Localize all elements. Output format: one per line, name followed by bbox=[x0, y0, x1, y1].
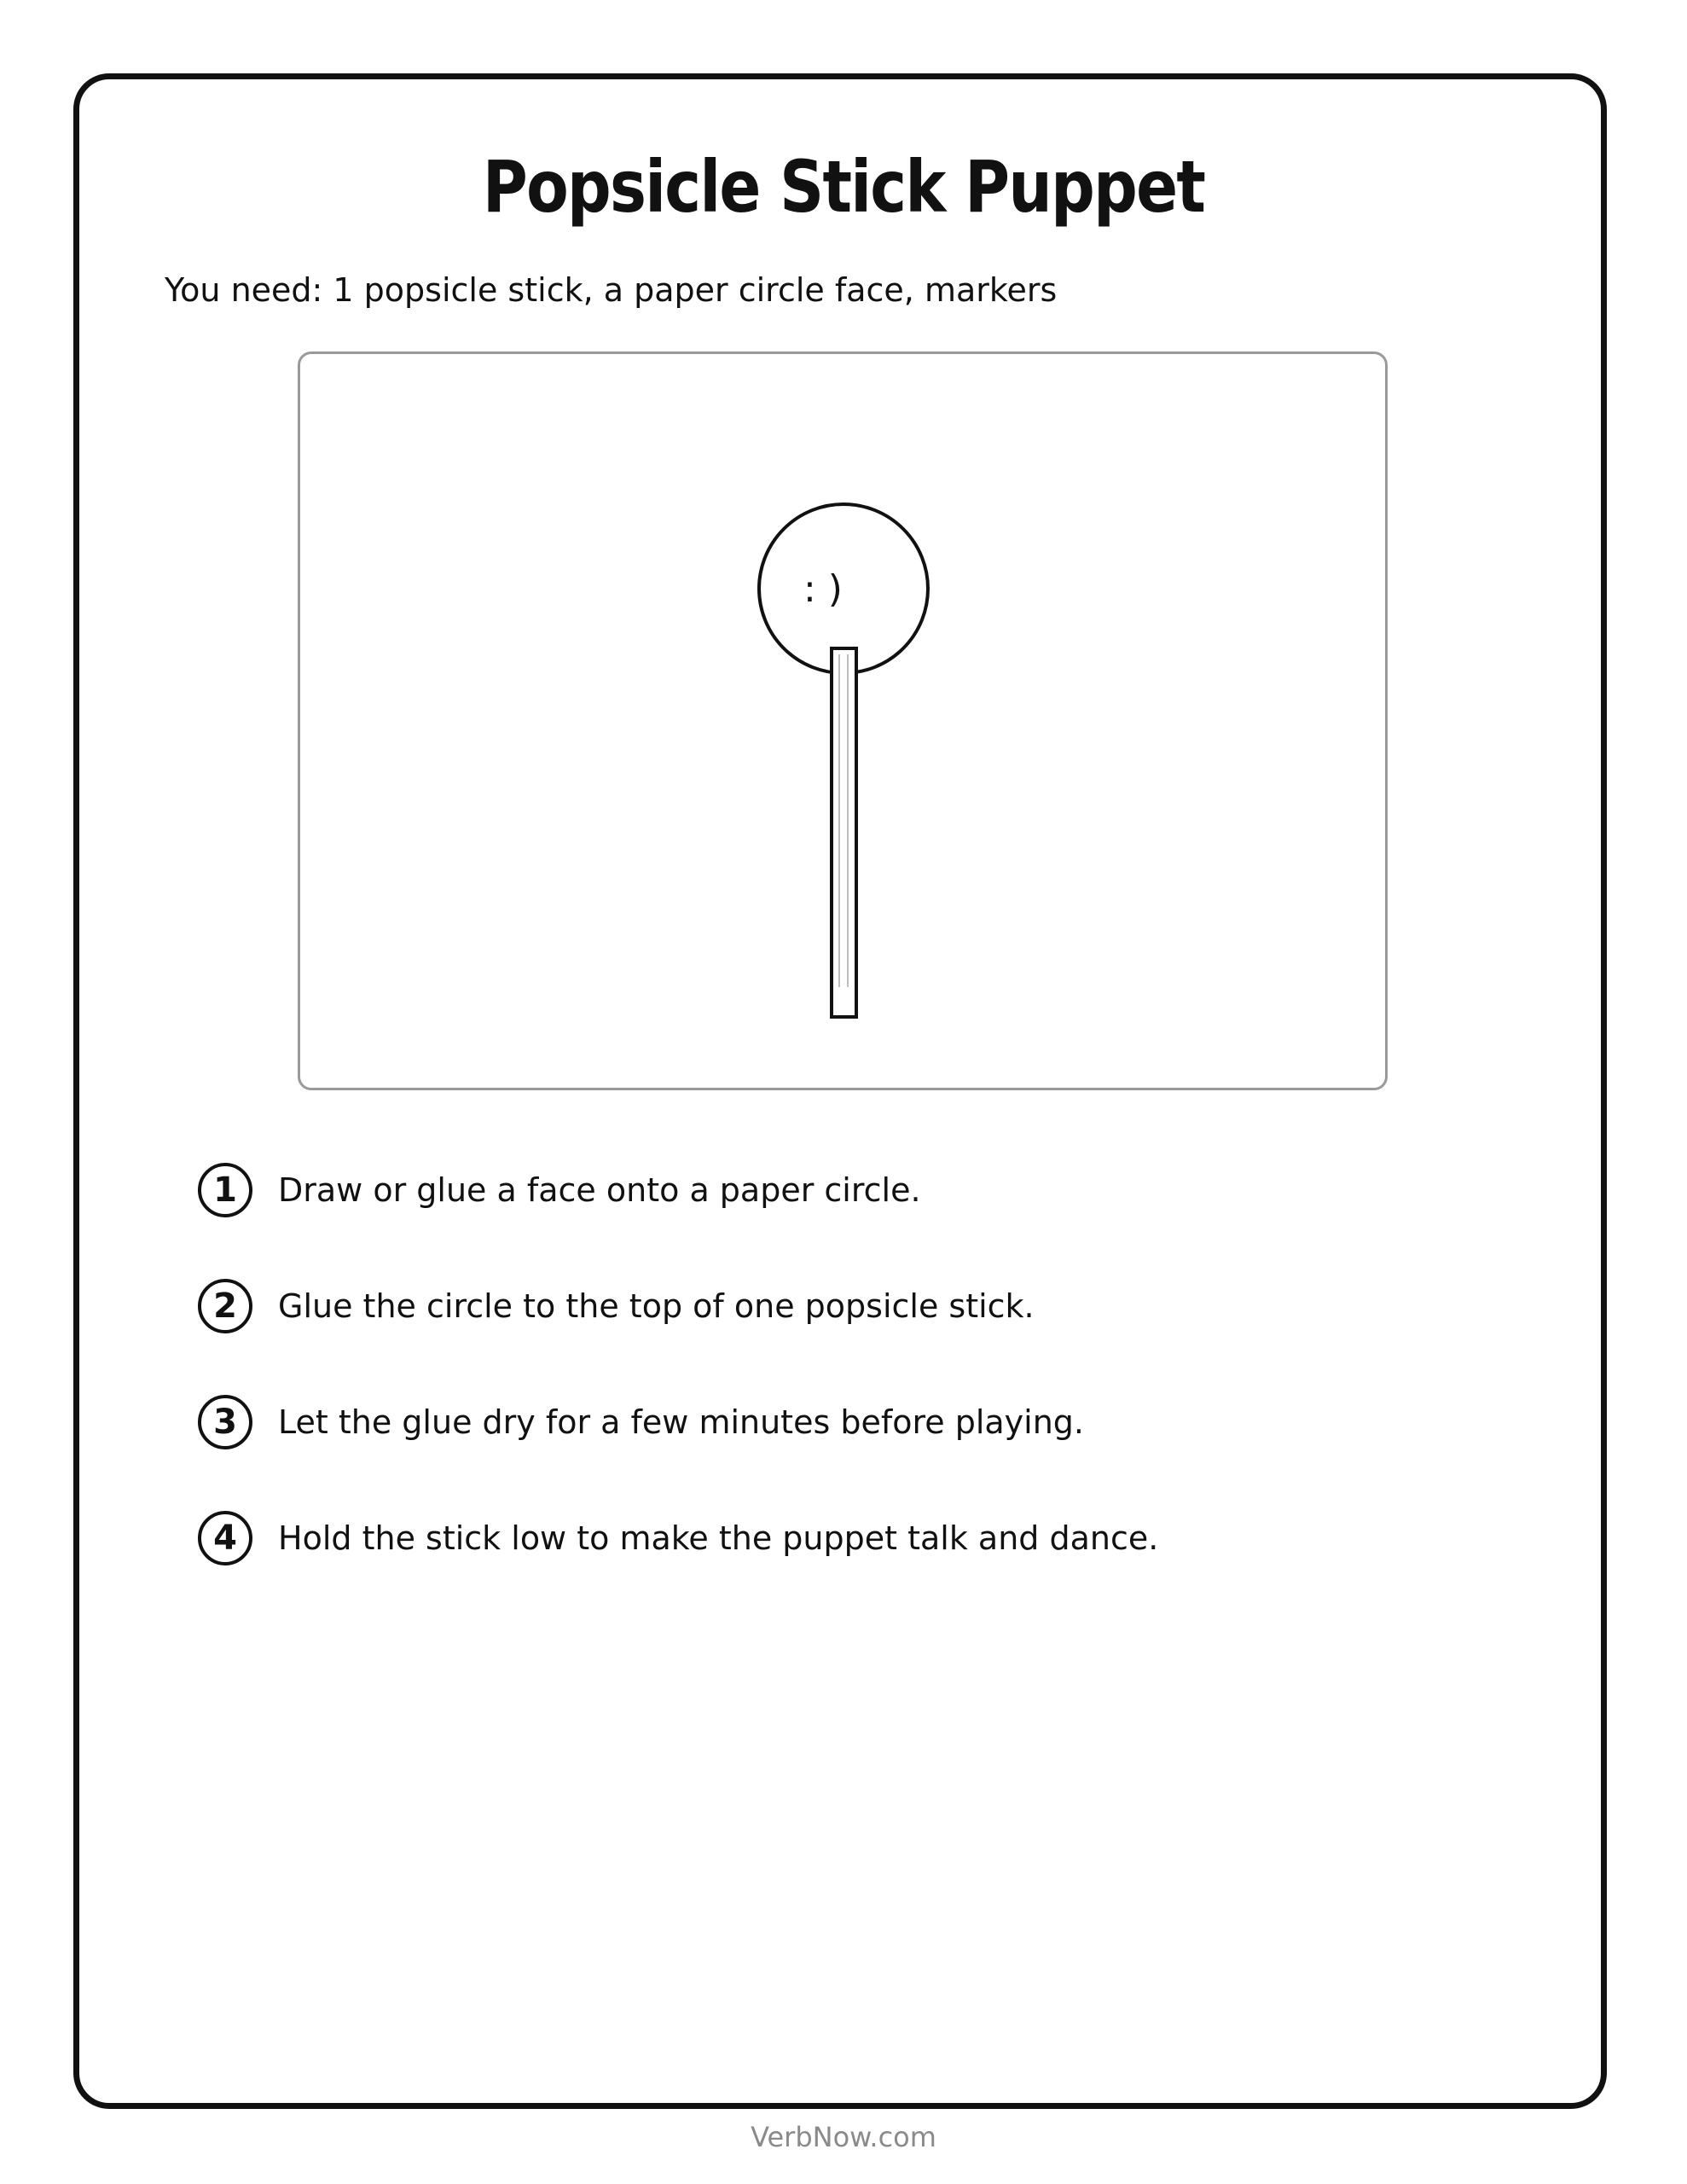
step-item bbox=[198, 1275, 1158, 1338]
step-text: Hold the stick low to make the puppet talk and dance. bbox=[278, 1519, 1159, 1557]
step-text: Draw or glue a face onto a paper circle. bbox=[278, 1171, 921, 1209]
footer-site-name: VerbNow.com bbox=[751, 2121, 936, 2153]
step-number-badge: 3 bbox=[198, 1395, 252, 1449]
step-text: Let the glue dry for a few minutes before playing. bbox=[278, 1403, 1085, 1441]
step-item bbox=[198, 1391, 1158, 1454]
step-number-badge: 4 bbox=[198, 1511, 252, 1565]
step-number-badge: 1 bbox=[198, 1163, 252, 1217]
puppet-face-text: : ) bbox=[803, 567, 843, 611]
instruction-steps bbox=[198, 1159, 1158, 1623]
step-item bbox=[198, 1159, 1158, 1222]
step-number-badge: 2 bbox=[198, 1279, 252, 1333]
puppet-drawing bbox=[300, 354, 1390, 1093]
page-title: Popsicle Stick Puppet bbox=[482, 145, 1205, 229]
popsicle-stick bbox=[832, 648, 856, 1017]
step-item bbox=[198, 1507, 1158, 1570]
puppet-illustration bbox=[298, 351, 1388, 1090]
materials-list: You need: 1 popsicle stick, a paper circle face, markers bbox=[165, 271, 1058, 309]
step-text: Glue the circle to the top of one popsicle stick. bbox=[278, 1287, 1035, 1325]
